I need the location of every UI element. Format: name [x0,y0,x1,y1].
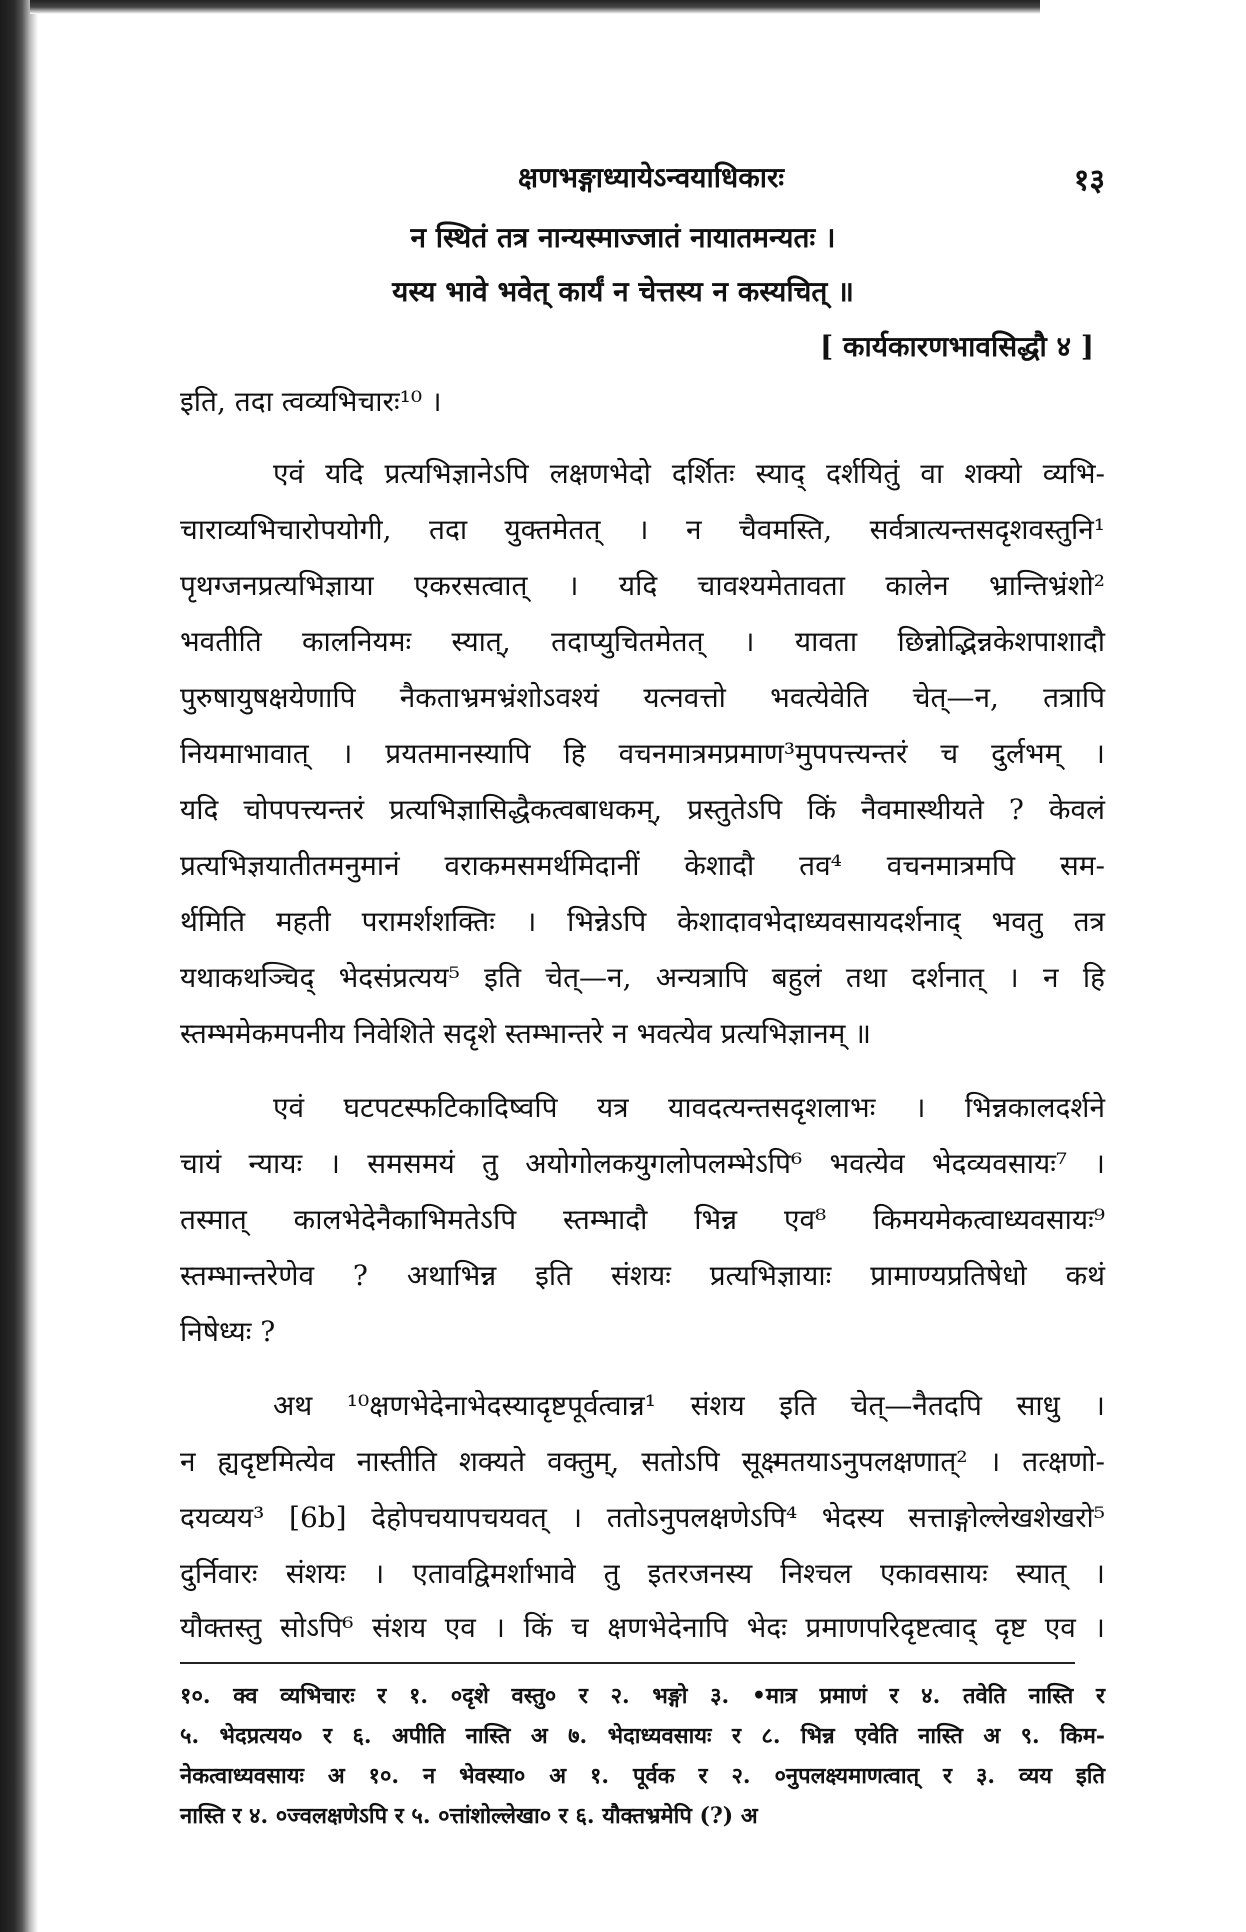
page-header [180,158,1105,202]
paragraph-2-line: तस्मात् कालभेदेनैकाभिमतेऽपि स्तम्भादौ भिन्न एव⁸ किमयमेकत्वाध्यवसायः⁹ [180,1203,1105,1236]
footnote-line: १०. क्व व्यभिचारः र १. ०दृशे वस्तु० र २. भङ्गो ३. •मात्र प्रमाणं र ४. तवेति नास्ति र [180,1683,1105,1709]
paragraph-2-line: निषेध्यः ? [180,1315,276,1348]
paragraph-1-line: चाराव्यभिचारोपयोगी, तदा युक्तमेतत् । न चैवमस्ति, सर्वत्रात्यन्तसदृशवस्तुनि¹ [180,513,1105,546]
paragraph-1-line: पृथग्जनप्रत्यभिज्ञाया एकरसत्वात् । यदि चावश्यमेतावता कालेन भ्रान्तिभ्रंशो² [180,569,1105,602]
paragraph-3-line: यौक्तस्तु सोऽपि⁶ संशय एव । किं च क्षणभेदेनापि भेदः प्रमाणपरिदृष्टत्वाद् दृष्ट एव । [180,1611,1105,1644]
paragraph-3-line: न ह्यदृष्टमित्येव नास्तीति शक्यते वक्तुम्, सतोऽपि सूक्ष्मतयाऽनुपलक्षणात्² । तत्क्षणो- [180,1445,1105,1478]
paragraph-1-line: पुरुषायुषक्षयेणापि नैकताभ्रमभ्रंशोऽवश्यं यत्नवत्तो भवत्येवेति चेत्—न, तत्रापि [180,681,1105,714]
verse-line-1: न स्थितं तत्र नान्यस्माज्जातं नायातमन्यतः । [410,221,836,254]
paragraph-1-line: यदि चोपपत्त्यन्तरं प्रत्यभिज्ञासिद्धैकत्वबाधकम्, प्रस्तुतेऽपि किं नैवमास्थीयते ? केवलं [180,793,1105,826]
footnote-line: ५. भेदप्रत्यय० र ६. अपीति नास्ति अ ७. भेदाध्यवसायः र ८. भिन्न एवेति नास्ति अ ९. किम- [180,1723,1105,1749]
paragraph-1-line: र्थमिति महती परामर्शशक्तिः । भिन्नेऽपि केशादावभेदाध्यवसायदर्शनाद् भवतु तत्र [180,905,1105,938]
paragraph-3-line: दुर्निवारः संशयः । एतावद्विमर्शाभावे तु इतरजनस्य निश्चल एकावसायः स्यात् । [180,1557,1105,1590]
paragraph-1-line: भवतीति कालनियमः स्यात्, तदाप्युचितमेतत् । यावता छिन्नोद्भिन्नकेशपाशादौ [180,625,1105,658]
paragraph-3-line: अथ ¹⁰क्षणभेदेनाभेदस्यादृष्टपूर्वत्वान्न¹ संशय इति चेत्—नैतदपि साधु । [273,1389,1105,1422]
footnote-line: नेकत्वाध्यवसायः अ १०. न भेवस्या० अ १. पूर्वक र २. ०नुपलक्ष्यमाणत्वात् र ३. व्यय इति [180,1763,1105,1789]
paragraph-2-line: चायं न्यायः । समसमयं तु अयोगोलकयुगलोपलम्भेऽपि⁶ भवत्येव भेदव्यवसायः⁷ । [180,1147,1105,1180]
verse-line-2: यस्य भावे भवेत् कार्यं न चेत्तस्य न कस्यचित् ॥ [392,275,854,308]
paragraph-1-line: नियमाभावात् । प्रयतमानस्यापि हि वचनमात्रमप्रमाण³मुपपत्त्यन्तरं च दुर्लभम् । [180,737,1105,770]
paragraph-2-line: एवं घटपटस्फटिकादिष्वपि यत्र यावदत्यन्तसदृशलाभः । भिन्नकालदर्शने [273,1091,1105,1124]
paragraph-1-line: स्तम्भमेकमपनीय निवेशिते सदृशे स्तम्भान्तरे न भवत्येव प्रत्यभिज्ञानम् ॥ [180,1017,872,1050]
paragraph-1-line: प्रत्यभिज्ञयातीतमनुमानं वराकमसमर्थमिदानीं केशादौ तव⁴ वचनमात्रमपि सम- [180,849,1105,882]
page-number: १३ [1073,163,1105,198]
footnote-divider [180,1662,1075,1664]
paragraph-1-line: यथाकथञ्चिद् भेदसंप्रत्यय⁵ इति चेत्—न, अन्यत्रापि बहुलं तथा दर्शनात् । न हि [180,961,1105,994]
paragraph-2-line: स्तम्भान्तरेणेव ? अथाभिन्न इति संशयः प्रत्यभिज्ञायाः प्रामाण्यप्रतिषेधो कथं [180,1259,1105,1292]
verse-reference: [ कार्यकारणभावसिद्धौ ४ ] [820,330,1095,363]
paragraph-1-line: एवं यदि प्रत्यभिज्ञानेऽपि लक्षणभेदो दर्शितः स्याद् दर्शयितुं वा शक्यो व्यभि- [273,457,1105,490]
footnote-line: नास्ति र ४. ०ज्वलक्षणेऽपि र ५. ०त्तांशोल्लेखा० र ६. यौक्तभ्रमेपि (?) अ [180,1803,758,1829]
iti-line: इति, तदा त्वव्यभिचारः¹⁰ । [180,385,442,418]
paragraph-3-line: दयव्यय³ [6b] देहोपचयापचयवत् । ततोऽनुपलक्षणेऽपि⁴ भेदस्य सत्ताङ्गोल्लेखशेखरो⁵ [180,1501,1105,1534]
running-title: क्षणभङ्गाध्यायेऽन्वयाधिकारः [518,161,785,194]
